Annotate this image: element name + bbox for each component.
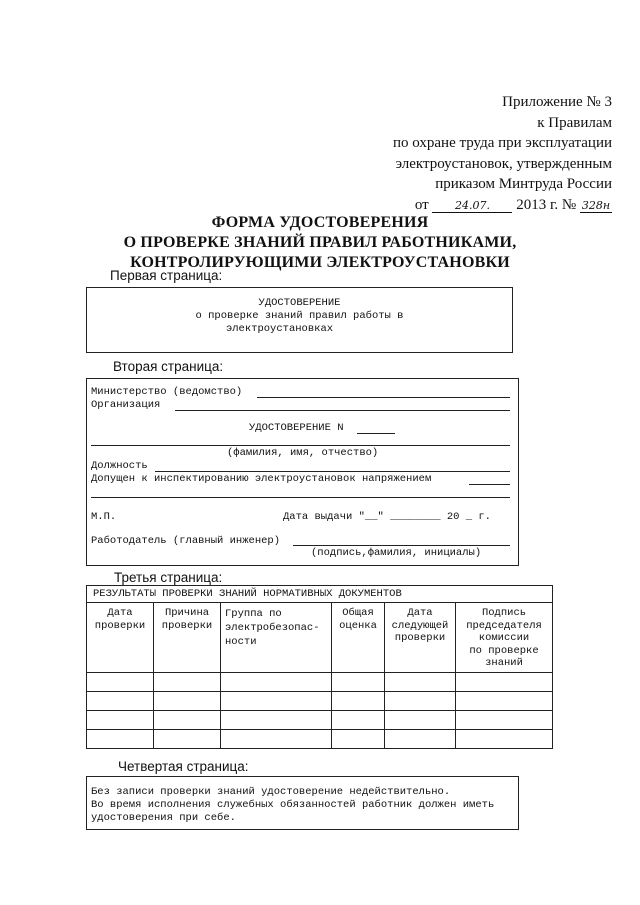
header-check-date: Дата проверки [87,603,154,673]
page1-certificate: УДОСТОВЕРЕНИЕ [258,297,341,309]
table-row [87,673,553,692]
voltage-line [469,484,510,485]
appendix-line4: электроустановок, утвержденным [395,155,612,172]
form-title [90,213,550,273]
page2-label: Вторая страница: [113,359,224,374]
certificate-number-line [357,433,395,434]
page1-electrical: электроустановках [225,323,334,335]
from-label: от [414,196,429,213]
page4-line-1: Без записи проверки знаний удостоверение недействительно. [91,786,451,798]
page1-label: Первая страница: [110,268,223,283]
appendix-line3: по охране труда при эксплуатации [392,135,612,151]
handwritten-number: 328н [581,198,611,212]
position-label: Должность [91,460,148,472]
title-line-3: КОНТРОЛИРУЮЩИМИ ЭЛЕКТРОУСТАНОВКИ [130,254,510,271]
issue-date: Дата выдачи "__" ________ 20 _ г. [283,511,491,523]
ministry-label: Министерство (ведомство) [91,386,243,398]
table-row [87,711,553,730]
certificate-number-label: УДОСТОВЕРЕНИЕ N [249,422,344,434]
results-table-title: РЕЗУЛЬТАТЫ ПРОВЕРКИ ЗНАНИЙ НОРМАТИВНЫХ ДОКУМЕНТОВ [87,586,553,603]
header-commission-signature: Подпись председателя комиссии по проверке знаний [456,603,553,673]
organization-label: Организация [91,399,161,411]
page4-line-2: Во время исполнения служебных обязанностей работник должен иметь [91,799,495,811]
page1-knowledge-check: о проверке знаний правил работы в [195,310,404,322]
admitted-label: Допущен к инспектированию электроустановок напряжением [91,473,432,485]
year-text: 2013 г. № [516,196,577,213]
header-check-reason: Причина проверки [154,603,221,673]
page4-line-3: удостоверения при себе. [91,812,236,824]
organization-line [175,410,510,411]
stamp-place: М.П. [91,511,117,523]
appendix-rules: к Правилам [537,114,612,131]
extra-line [91,497,510,498]
handwritten-date: 24.07. [432,199,512,213]
fio-caption: (фамилия, имя, отчество) [227,447,379,459]
header-overall-score: Общая оценка [332,603,385,673]
page3-label: Третья страница: [114,570,223,585]
title-line-1: ФОРМА УДОСТОВЕРЕНИЯ [211,214,429,231]
appendix-number: Приложение № 3 [502,94,612,110]
appendix-date-line [312,195,612,216]
ministry-line [257,397,510,398]
employer-label: Работодатель (главный инженер) [91,535,281,547]
page1-box [86,287,513,353]
results-table [86,585,553,749]
page4-label: Четвертая страница: [118,759,249,774]
page2-box [86,378,519,566]
appendix-line5: приказом Минтруда России [435,176,612,192]
table-row [87,730,553,749]
results-header-row [87,603,553,673]
table-row [87,692,553,711]
signature-caption: (подпись,фамилия, инициалы) [311,547,482,559]
header-next-check: Дата следующей проверки [385,603,456,673]
header-safety-group: Группа по электробезопас- ности [221,603,332,673]
page4-box [86,776,519,830]
title-line-2: О ПРОВЕРКЕ ЗНАНИЙ ПРАВИЛ РАБОТНИКАМИ, [123,234,517,251]
appendix-header [312,92,612,215]
